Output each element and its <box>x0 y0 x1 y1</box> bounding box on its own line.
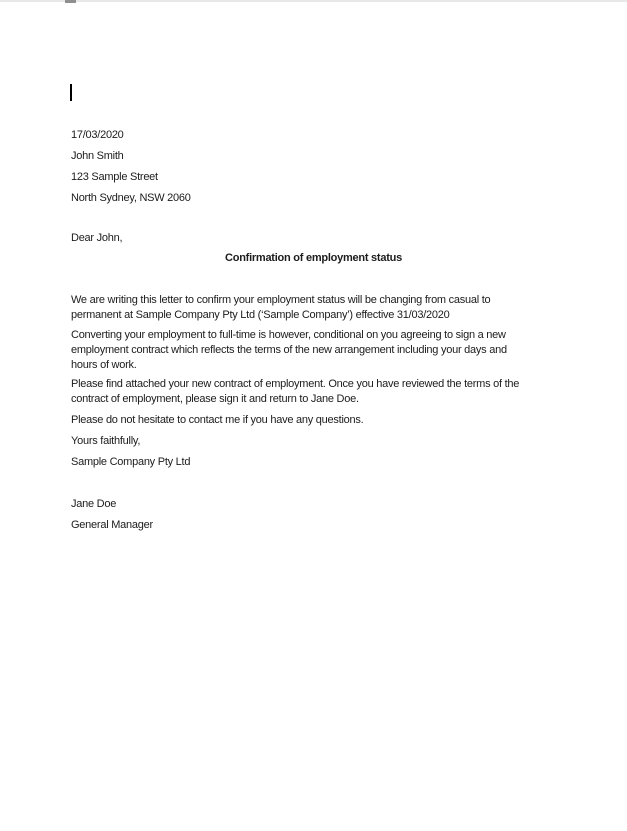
top-scrollbar-thumb[interactable] <box>65 0 76 3</box>
recipient-street[interactable]: 123 Sample Street <box>71 171 158 183</box>
paragraph-line[interactable]: Please find attached your new contract of employment. Once you have reviewed the terms of the <box>71 378 520 390</box>
signatory-title[interactable]: General Manager <box>71 519 153 531</box>
paragraph-line[interactable]: hours of work. <box>71 359 137 371</box>
paragraph-2[interactable] <box>71 328 556 373</box>
paragraph-line[interactable]: We are writing this letter to confirm your employment status will be changing from casual to <box>71 294 491 306</box>
paragraph-line[interactable]: Converting your employment to full-time is however, conditional on you agreeing to sign a new <box>71 329 506 341</box>
signatory-name[interactable]: Jane Doe <box>71 498 117 510</box>
top-scrollbar-track <box>0 0 627 2</box>
paragraph-1[interactable] <box>71 293 556 323</box>
recipient-city[interactable]: North Sydney, NSW 2060 <box>71 192 191 204</box>
paragraph-3[interactable] <box>71 377 556 407</box>
paragraph-line[interactable]: employment contract which reflects the terms of the new arrangement including your days and <box>71 344 507 356</box>
recipient-name[interactable]: John Smith <box>71 150 124 162</box>
letter-heading[interactable]: Confirmation of employment status <box>225 252 402 264</box>
salutation[interactable]: Dear John, <box>71 232 123 244</box>
paragraph-line[interactable]: contract of employment, please sign it and return to Jane Doe. <box>71 393 359 405</box>
closing-company[interactable]: Sample Company Pty Ltd <box>71 456 191 468</box>
paragraph-line[interactable]: Please do not hesitate to contact me if you have any questions. <box>71 414 364 426</box>
text-caret <box>70 84 72 101</box>
letter-date[interactable]: 17/03/2020 <box>71 129 124 141</box>
paragraph-4[interactable] <box>71 413 556 428</box>
valediction[interactable]: Yours faithfully, <box>71 435 141 447</box>
paragraph-line[interactable]: permanent at Sample Company Pty Ltd (‘Sample Company’) effective 31/03/2020 <box>71 309 450 321</box>
